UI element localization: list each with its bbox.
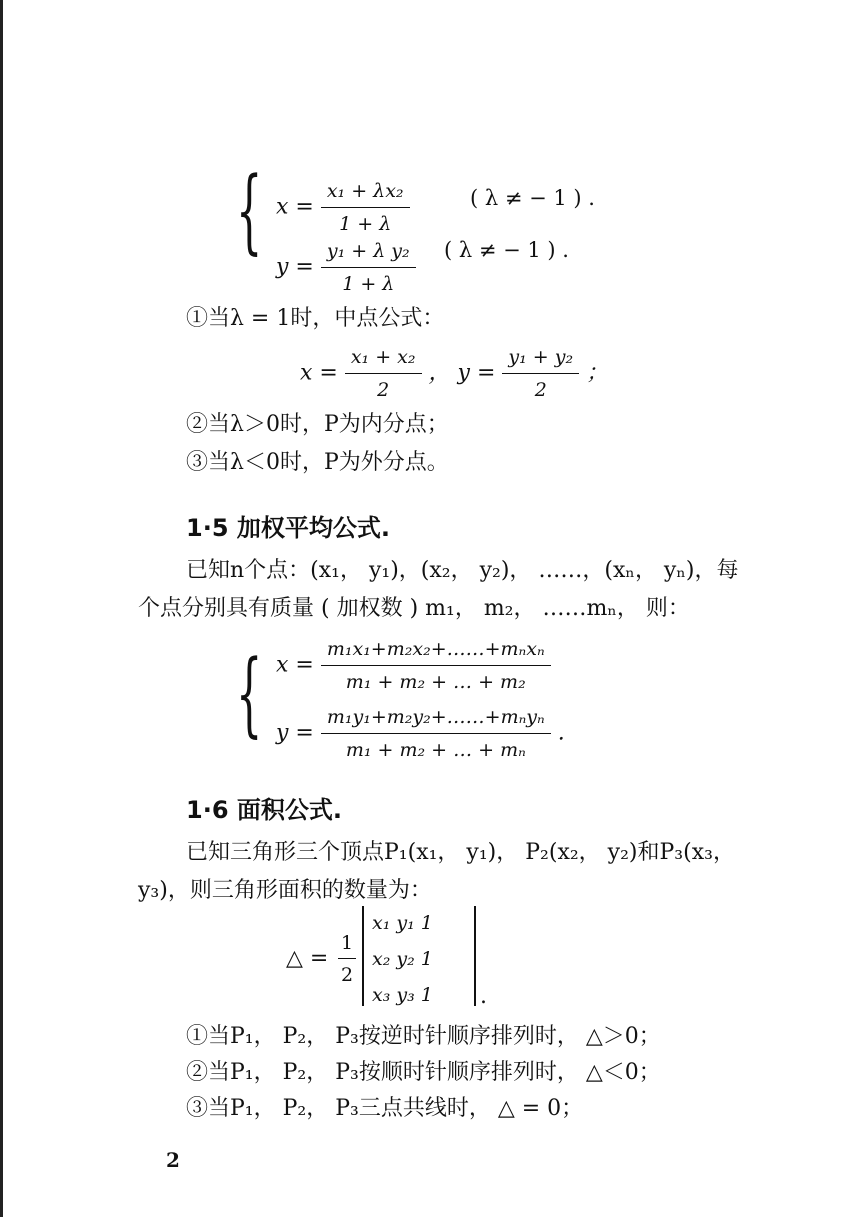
left-brace: { xyxy=(236,157,263,264)
eq-lhs: x = xyxy=(300,360,338,386)
eq-lhs: y = xyxy=(276,254,314,280)
separator: ， xyxy=(428,360,451,386)
area-lhs: △ = xyxy=(286,946,329,971)
page-edge xyxy=(0,0,3,1217)
denominator: 2 xyxy=(534,379,547,401)
weighted-para-line2: 个点分别具有质量 ( 加权数 ) m₁， m₂， ……mₙ， 则： xyxy=(138,596,690,621)
determinant-row-1: x₁ y₁ 1 xyxy=(372,912,433,934)
numerator: y₁ + y₂ xyxy=(502,344,579,374)
ratio-case-3: ③当λ＜0时，P为外分点。 xyxy=(186,450,449,475)
fraction xyxy=(321,238,416,297)
numerator: m₁y₁+m₂y₂+……+mₙyₙ xyxy=(321,704,551,734)
ratio-cond-x: ( λ ≠ − 1 ) . xyxy=(470,186,595,210)
denominator: 1 + λ xyxy=(339,213,392,235)
weighted-eq-x xyxy=(276,636,551,695)
eq-lhs: y = xyxy=(276,720,314,746)
denominator: 1 + λ xyxy=(342,273,395,295)
fraction xyxy=(321,178,410,237)
denominator: m₁ + m₂ + … + m₂ xyxy=(345,671,526,693)
determinant-row-3: x₃ y₃ 1 xyxy=(372,984,433,1006)
eq-lhs: x = xyxy=(276,194,314,220)
ratio-case-2: ②当λ＞0时，P为内分点； xyxy=(186,412,449,437)
determinant-left-bar xyxy=(362,906,364,1006)
determinant-end: . xyxy=(480,984,487,1009)
fraction xyxy=(321,636,551,695)
terminator: ； xyxy=(586,360,609,386)
midpoint-formula xyxy=(300,344,608,403)
ratio-cond-y: ( λ ≠ − 1 ) . xyxy=(444,238,569,262)
numerator: x₁ + x₂ xyxy=(345,344,422,374)
denominator: 2 xyxy=(341,964,354,986)
determinant-right-bar xyxy=(474,906,476,1006)
eq-lhs: y = xyxy=(457,360,496,386)
fraction xyxy=(321,704,551,763)
fraction xyxy=(502,344,579,403)
area-para-line2: y₃)，则三角形面积的数量为： xyxy=(138,878,432,903)
page-number: 2 xyxy=(166,1148,180,1172)
ratio-case-1: ①当λ = 1时，中点公式： xyxy=(186,306,445,331)
numerator: y₁ + λ y₂ xyxy=(321,238,416,268)
eq-lhs: x = xyxy=(276,652,314,678)
numerator: 1 xyxy=(338,930,356,959)
terminator: . xyxy=(557,720,565,746)
denominator: m₁ + m₂ + … + mₙ xyxy=(345,739,526,761)
half-fraction xyxy=(338,930,356,988)
numerator: x₁ + λx₂ xyxy=(321,178,410,208)
ratio-eq-y xyxy=(276,238,416,297)
area-para-line1: 已知三角形三个顶点P₁(x₁， y₁)， P₂(x₂， y₂)和P₃(x₃， xyxy=(186,840,735,865)
area-case-2: ②当P₁， P₂， P₃按顺时针顺序排列时， △＜0； xyxy=(186,1060,661,1085)
section-heading-area: 1·6 面积公式. xyxy=(186,796,342,824)
area-case-3: ③当P₁， P₂， P₃三点共线时， △ = 0； xyxy=(186,1096,584,1121)
determinant-row-2: x₂ y₂ 1 xyxy=(372,948,433,970)
weighted-eq-y xyxy=(276,704,565,763)
denominator: 2 xyxy=(377,379,390,401)
numerator: m₁x₁+m₂x₂+……+mₙxₙ xyxy=(321,636,551,666)
ratio-eq-x xyxy=(276,178,410,237)
left-brace: { xyxy=(236,640,263,747)
area-case-1: ①当P₁， P₂， P₃按逆时针顺序排列时， △＞0； xyxy=(186,1024,661,1049)
fraction xyxy=(345,344,422,403)
section-heading-weighted: 1·5 加权平均公式. xyxy=(186,514,390,542)
weighted-para-line1: 已知n个点：(x₁， y₁)，(x₂， y₂)， ……，(xₙ， yₙ)，每 xyxy=(186,558,739,583)
